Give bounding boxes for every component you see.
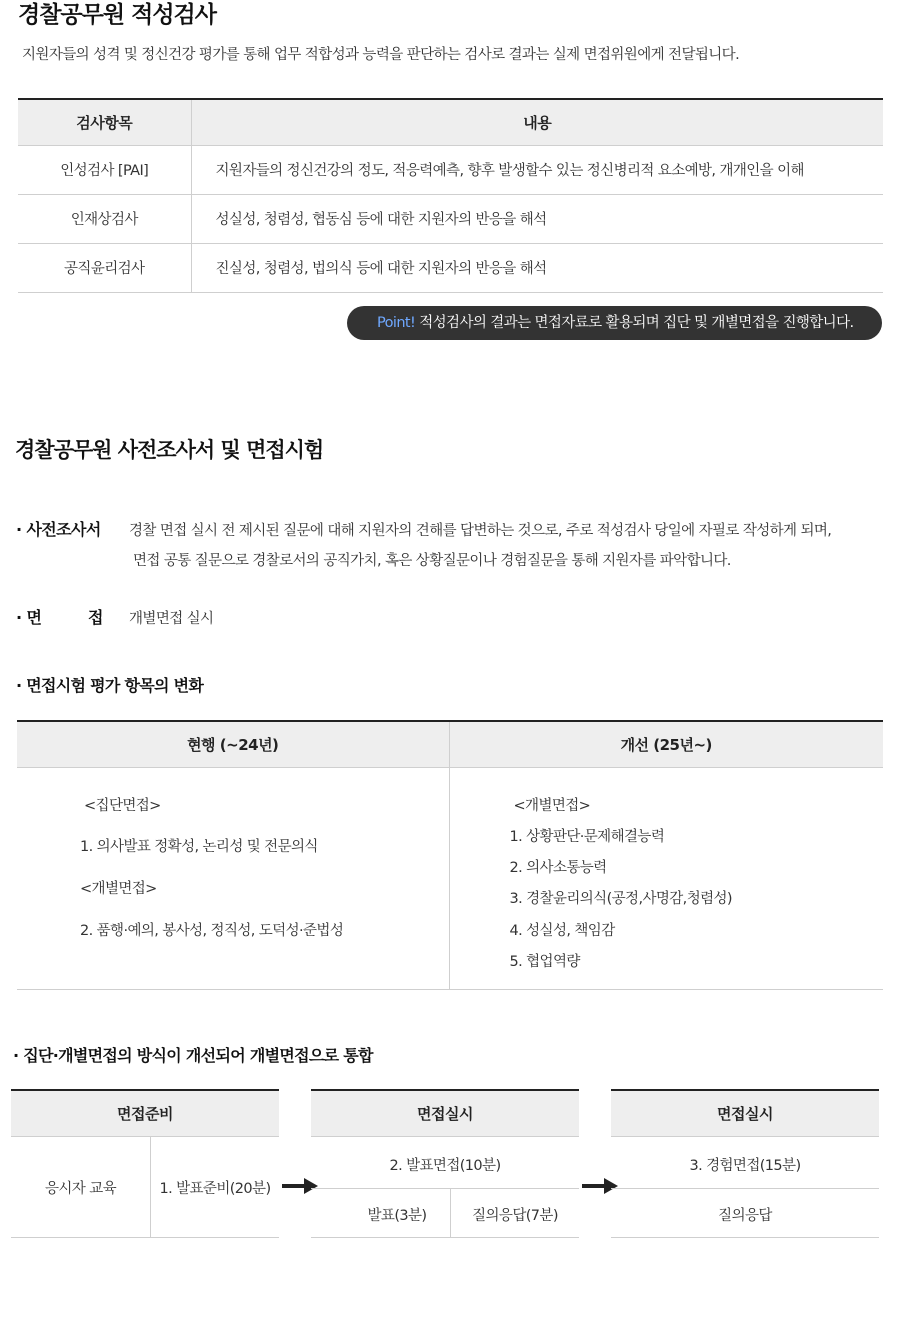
column-header-improved: 개선 (25년~) [449,721,883,767]
qa: 질의응답 [718,1208,772,1224]
presentation-prep: 1. 발표준비(20분) [159,1181,271,1197]
experience-interview: 3. 경험면접(15분) [689,1158,801,1174]
list-item: 2. 품행·예의, 봉사성, 정직성, 도덕성·준법성 [80,922,344,939]
interview-label-a: · 면 [16,608,42,627]
changes-table [17,720,883,990]
point-label: Point! [377,315,416,331]
table-header-row [18,99,883,145]
divider [311,1188,579,1189]
list-item: 4. 성실성, 책임감 [509,922,615,939]
pre-survey-label: · 사전조사서 [16,520,101,539]
row-item: 공직윤리검사 [18,243,191,292]
process-title: · 집단·개별면접의 방식이 개선되어 개별면접으로 통합 [13,1046,373,1065]
section1-intro: 지원자들의 성격 및 정신건강 평가를 통해 업무 적합성과 능력을 판단하는 검사로 결과는 실제 면접위원에게 전달됩니다. [22,47,740,63]
divider [311,1237,579,1238]
column-header-content: 내용 [191,99,883,145]
current-criteria-cell [17,767,449,989]
table-row [18,194,883,243]
divider [611,1237,879,1238]
presentation-interview: 2. 발표면접(10분) [389,1158,501,1174]
box-header: 면접실시 [611,1089,879,1137]
aptitude-table [18,98,883,293]
column-header-current: 현행 (~24년) [17,721,449,767]
process-box-preparation [11,1089,279,1239]
row-item: 인재상검사 [18,194,191,243]
point-text: 적성검사의 결과는 면접자료로 활용되며 집단 및 개별면접을 진행합니다. [419,315,854,331]
qa-time: 질의응답(7분) [472,1208,558,1224]
list-item: 1. 의사발표 정확성, 논리성 및 전문의식 [80,838,318,855]
table-header-row [17,721,883,767]
row-content: 성실성, 청렴성, 협동심 등에 대한 지원자의 반응을 해석 [191,194,883,243]
list-item: <집단면접> [84,797,161,814]
pre-survey-text-line1: 경찰 면접 실시 전 제시된 질문에 대해 지원자의 견해를 답변하는 것으로, 주로 적성검사 당일에 자필로 작성하게 되며, [129,523,832,539]
box-header: 면접준비 [11,1089,279,1137]
interview-text: 개별면접 실시 [129,611,214,627]
process-box-interview-1 [311,1089,579,1239]
list-item: 3. 경찰윤리의식(공정,사명감,청렴성) [509,890,732,907]
improved-criteria-cell [449,767,883,989]
list-item: <개별면접> [513,797,591,814]
table-row [18,243,883,292]
applicant-education: 응시자 교육 [44,1181,117,1197]
divider [611,1188,879,1189]
table-row [18,145,883,194]
list-item: <개별면접> [80,880,157,897]
column-header-item: 검사항목 [18,99,191,145]
point-banner [347,306,882,340]
pre-survey-text-line2: 면접 공통 질문으로 경찰로서의 공직가치, 혹은 상황질문이나 경험질문을 통해 지원자를 파악합니다. [133,553,731,569]
row-content: 지원자들의 정신건강의 정도, 적응력예측, 향후 발생할수 있는 정신병리적 요소예방, 개개인을 이해 [191,145,883,194]
row-item: 인성검사 [PAI] [18,145,191,194]
list-item: 5. 협업역량 [509,953,580,970]
section1-title: 경찰공무원 적성검사 [18,2,216,28]
box-header: 면접실시 [311,1089,579,1137]
presentation-time: 발표(3분) [367,1208,427,1224]
process-box-interview-2 [611,1089,879,1239]
table-row [17,767,883,989]
section2-title: 경찰공무원 사전조사서 및 면접시험 [15,438,324,462]
changes-title: · 면접시험 평가 항목의 변화 [16,676,204,695]
row-content: 진실성, 청렴성, 법의식 등에 대한 지원자의 반응을 해석 [191,243,883,292]
divider [11,1237,279,1238]
interview-label-b: 접 [88,608,103,627]
list-item: 1. 상황판단·문제해결능력 [509,828,665,845]
list-item: 2. 의사소통능력 [509,859,607,876]
